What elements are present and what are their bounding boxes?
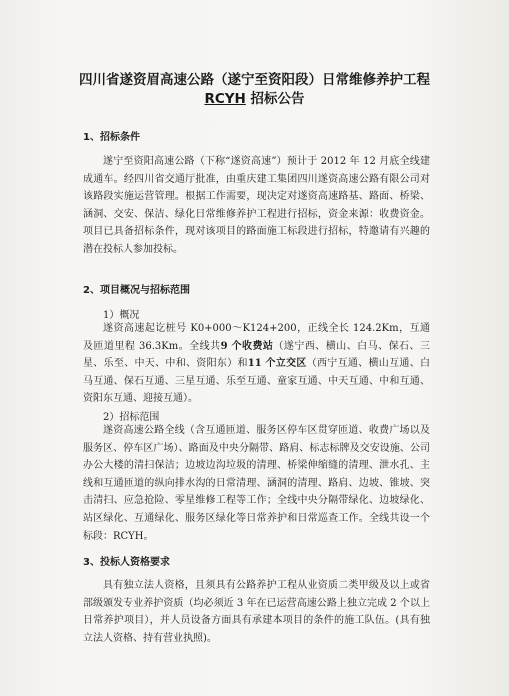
- scope-paragraph: 遂资高速公路全线（含互通匝道、服务区停车区贯穿匝道、收费广场以及服务区、停车区广场）、路面及中央分隔带、路肩、标志标牌及交安设施、公司办公大楼的清扫保洁；边坡边沟垃圾的清理、桥梁伸缩缝的清理、泄水孔、主线和互通匝道的纵向排水沟的日常清理、涵洞的清理、路肩、边坡、锥坡、突击清扫、应急抢险、零星维修工程等工作；全线中央分隔带绿化、边坡绿化、站区绿化、互通绿化、服务区绿化等日常养护和日常巡查工作。全线共设一个标段：RCYH。: [83, 425, 430, 542]
- scope-subheading: 2）招标范围: [103, 412, 160, 423]
- interchange-count: 11 个立交区: [247, 358, 307, 370]
- document-title-suffix: 招标公告: [245, 91, 305, 107]
- overview-text-c: （遂宁西、横山、白马、保石、三星、乐至、中天、中和、资阳东）和: [83, 340, 430, 370]
- section-3-body: 具有独立法人资格，且须具有公路养护工程从业资质二类甲级及以上或省部级颁发专业养护资质（均必须近 3 年在已运营高速公路上独立完成 2 个以上日常养护项目），并人员设备方面具有承建本项目的条件的施工队伍。(具有独立法人资格、持有营业执照)。: [83, 580, 430, 644]
- section-3-heading: 3、投标人资格要求: [83, 557, 170, 568]
- section-1-body: 遂宁至资阳高速公路（下称“遂资高速”）预计于 2012 年 12 月底全线建成通车。经四川省交通厅批准，由重庆建工集团四川遂资高速公路有限公司对该路段实施运营管理。根据工作需要，现决定对遂资高速路基、路面、桥梁、涵洞、交安、保洁、绿化日常维修养护工程进行招标，资金来源：收费资金。项目已具备招标条件，现对该项目的路面施工标段进行招标，特邀请有兴趣的潜在投标人参加投标。: [83, 156, 430, 255]
- document-title-line1: 四川省遂资眉高速公路（遂宁至资阳段）日常维修养护工程: [79, 72, 430, 88]
- section-1-heading: 1、招标条件: [83, 132, 140, 143]
- overview-paragraph: [83, 320, 430, 408]
- section-2-heading: 2、项目概况与招标范围: [83, 285, 190, 296]
- overview-subheading: 1）概况: [103, 310, 140, 321]
- toll-station-count: 9 个收费站: [220, 340, 274, 352]
- overview-text-d: （西宁互通、横山互通、白马互通、保石互通、三星互通、乐至互通、童家互通、中天互通、中和互通、资阳东互通、迎接互通）。: [83, 358, 431, 405]
- document-title-line2: [0, 87, 509, 107]
- overview-text-a: 遂资高速起讫桩号 K0+000～K124+200，正线全长 124.2Km，互通及匝道里程 36.3Km。全线共: [83, 323, 430, 352]
- project-code: RCYH: [204, 91, 246, 107]
